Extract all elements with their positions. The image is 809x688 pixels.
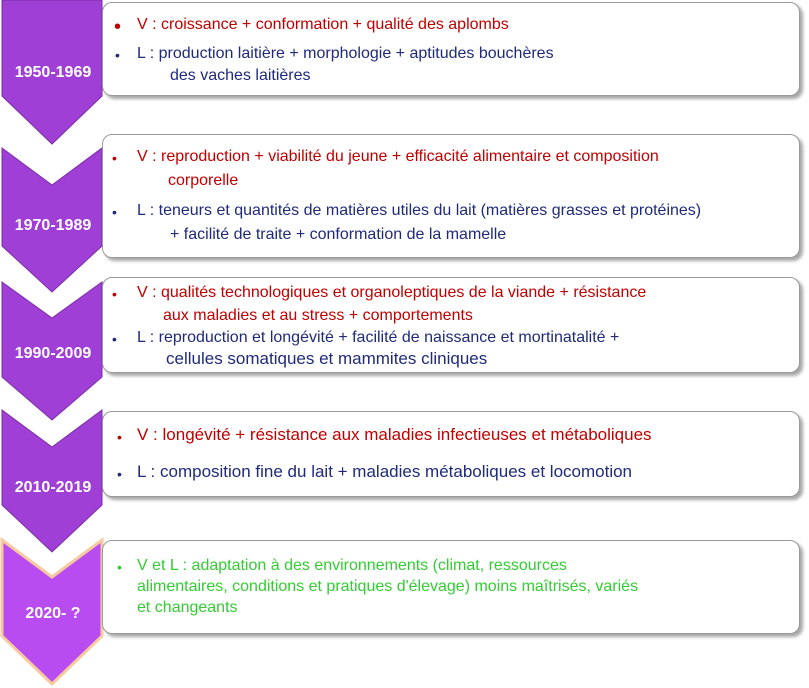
criteria-vl-2020-line-3: et changeants [137, 599, 238, 616]
criteria-l-1950-line-1: L : production laitière + morphologie + aptitudes bouchères [137, 45, 554, 62]
period-label-1950-1969: 1950-1969 [14, 64, 92, 81]
criteria-l-1970-line-2: + facilité de traite + conformation de la mamelle [170, 226, 507, 243]
criteria-vl-2020-line-1: V et L : adaptation à des environnements (climat, ressources [137, 557, 567, 574]
bullet-v-2: • [112, 150, 117, 166]
criteria-v-1950-line-1: V : croissance + conformation + qualité des aplombs [137, 16, 509, 33]
period-label-1990-2009: 1990-2009 [14, 345, 92, 362]
bullet-l-1: • [115, 47, 120, 63]
bullet-l-2: • [112, 204, 117, 220]
criteria-l-2010-line-1: L : composition fine du lait + maladies métaboliques et locomotion [137, 462, 633, 481]
bullet-l-3: • [112, 331, 117, 347]
criteria-l-1970-line-1: L : teneurs et quantités de matières utiles du lait (matières grasses et protéines) [137, 202, 702, 219]
period-label-2020: 2020- ? [25, 605, 81, 622]
bullet-l-4: • [117, 466, 122, 482]
period-label-1970-1989: 1970-1989 [14, 217, 92, 234]
criteria-v-2010-line-1: V : longévité + résistance aux maladies infectieuses et métaboliques [137, 425, 652, 444]
criteria-l-1990-line-2: cellules somatiques et mammites cliniques [166, 349, 488, 368]
criteria-v-1970-line-2: corporelle [168, 172, 239, 189]
criteria-v-1990-line-1: V : qualités technologiques et organoleptiques de la viande + résistance [137, 284, 647, 301]
bullet-vl-5: • [117, 559, 122, 575]
bullet-v-4: • [117, 429, 122, 445]
bullet-v-3: • [112, 286, 117, 302]
criteria-v-1990-line-2: aux maladies et au stress + comportements [163, 307, 473, 324]
criteria-l-1990-line-1: L : reproduction et longévité + facilité de naissance et mortinatalité + [137, 329, 620, 346]
bullet-v-1: • [114, 16, 122, 38]
criteria-v-1970-line-1: V : reproduction + viabilité du jeune + efficacité alimentaire et composition [137, 148, 659, 165]
criteria-vl-2020-line-2: alimentaires, conditions et pratiques d'élevage) moins maîtrisés, variés [137, 578, 639, 595]
period-label-2010-2019: 2010-2019 [14, 479, 92, 496]
criteria-l-1950-line-2: des vaches laitières [170, 67, 311, 84]
